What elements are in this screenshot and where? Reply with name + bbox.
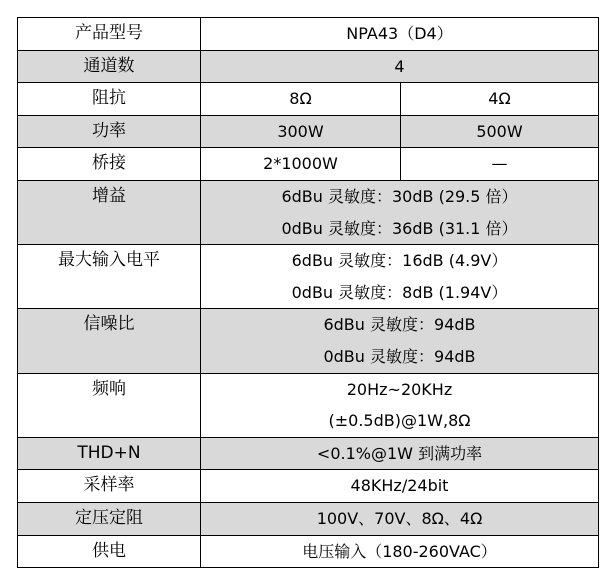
table-row-bridge bbox=[18, 148, 599, 181]
table-row-impedance bbox=[18, 83, 599, 116]
row-label-frequency-response: 频响 bbox=[18, 373, 201, 437]
row-value-frequency-response bbox=[201, 373, 599, 437]
row-value-thd: <0.1%@1W 到满功率 bbox=[201, 437, 599, 470]
row-value-impedance-4ohm: 4Ω bbox=[401, 83, 599, 116]
frequency-range-line: 20Hz~20KHz bbox=[346, 379, 453, 399]
table-row-snr bbox=[18, 309, 599, 373]
row-value-snr bbox=[201, 309, 599, 373]
row-value-max-input bbox=[201, 245, 599, 309]
snr-line-6dbu: 6dBu 灵敏度：94dB bbox=[323, 315, 476, 335]
row-label-bridge: 桥接 bbox=[18, 148, 201, 181]
row-value-bridge-4ohm: — bbox=[401, 148, 599, 181]
row-label-channels: 通道数 bbox=[18, 50, 201, 83]
row-label-sample-rate: 采样率 bbox=[18, 470, 201, 503]
row-value-gain bbox=[201, 180, 599, 244]
table-row-sample-rate bbox=[18, 470, 599, 503]
row-label-gain: 增益 bbox=[18, 180, 201, 244]
frequency-tolerance-line: (±0.5dB)@1W,8Ω bbox=[328, 411, 471, 431]
row-value-sample-rate: 48KHz/24bit bbox=[201, 470, 599, 503]
table-row-gain bbox=[18, 180, 599, 244]
row-value-power-4ohm: 500W bbox=[401, 115, 599, 148]
row-value-power-8ohm: 300W bbox=[201, 115, 401, 148]
row-value-bridge-8ohm: 2*1000W bbox=[201, 148, 401, 181]
max-input-line-6dbu: 6dBu 灵敏度：16dB (4.9V） bbox=[291, 251, 508, 271]
spec-table bbox=[17, 17, 599, 568]
max-input-line-0dbu: 0dBu 灵敏度：8dB (1.94V） bbox=[291, 282, 508, 302]
row-label-max-input: 最大输入电平 bbox=[18, 245, 201, 309]
row-value-model: NPA43（D4） bbox=[201, 18, 599, 51]
table-row-frequency-response bbox=[18, 373, 599, 437]
row-value-power-supply: 电压输入（180-260VAC） bbox=[201, 535, 599, 568]
row-label-power-supply: 供电 bbox=[18, 535, 201, 568]
gain-line-0dbu: 0dBu 灵敏度：36dB (31.1 倍） bbox=[281, 218, 518, 238]
row-label-model: 产品型号 bbox=[18, 18, 201, 51]
table-row-output-mode bbox=[18, 502, 599, 535]
row-label-thd: THD+N bbox=[18, 437, 201, 470]
gain-line-6dbu: 6dBu 灵敏度：30dB (29.5 倍） bbox=[281, 186, 518, 206]
table-row-power bbox=[18, 115, 599, 148]
row-label-output-mode: 定压定阻 bbox=[18, 502, 201, 535]
table-row-power-supply bbox=[18, 535, 599, 568]
row-value-impedance-8ohm: 8Ω bbox=[201, 83, 401, 116]
row-label-power: 功率 bbox=[18, 115, 201, 148]
row-value-channels: 4 bbox=[201, 50, 599, 83]
table-row-thd bbox=[18, 437, 599, 470]
row-label-impedance: 阻抗 bbox=[18, 83, 201, 116]
row-value-output-mode: 100V、70V、8Ω、4Ω bbox=[201, 502, 599, 535]
table-row-max-input bbox=[18, 245, 599, 309]
table-row-channels bbox=[18, 50, 599, 83]
row-label-snr: 信噪比 bbox=[18, 309, 201, 373]
snr-line-0dbu: 0dBu 灵敏度：94dB bbox=[323, 346, 476, 366]
table-row-model bbox=[18, 18, 599, 51]
